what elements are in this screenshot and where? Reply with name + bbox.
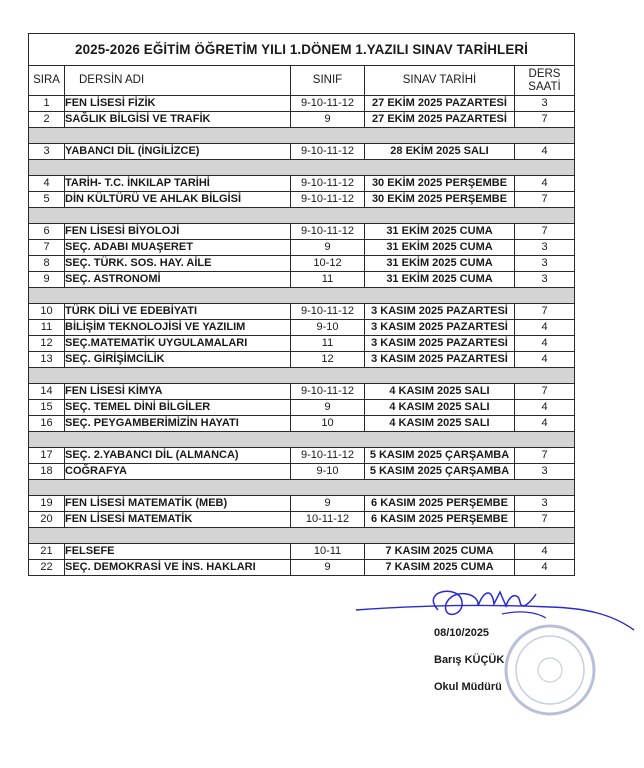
row-number-cell: 21 [29,544,65,560]
grade-level-cell: 9-10-11-12 [291,304,365,320]
column-header-hours [515,66,575,96]
group-separator-cell [29,368,575,384]
table-row [29,384,575,400]
table-row [29,496,575,512]
grade-level-cell: 9 [291,560,365,576]
exam-date-cell: 30 EKİM 2025 PERŞEMBE [365,176,515,192]
table-row [29,192,575,208]
table-row [29,512,575,528]
column-header-date: SINAV TARİHİ [365,66,515,96]
exam-date-cell: 7 KASIM 2025 CUMA [365,544,515,560]
grade-level-cell: 10-11-12 [291,512,365,528]
signature-block [434,620,504,701]
table-row [29,256,575,272]
grade-level-cell: 9-10-11-12 [291,448,365,464]
group-separator-cell [29,160,575,176]
subject-name-cell: SEÇ.MATEMATİK UYGULAMALARI [65,336,291,352]
row-number-cell: 12 [29,336,65,352]
lesson-hours-cell: 3 [515,272,575,288]
lesson-hours-cell: 7 [515,304,575,320]
table-row [29,176,575,192]
lesson-hours-cell: 4 [515,352,575,368]
subject-name-cell: SAĞLIK BİLGİSİ VE TRAFİK [65,112,291,128]
lesson-hours-cell: 7 [515,512,575,528]
subject-name-cell: SEÇ. PEYGAMBERİMİZİN HAYATI [65,416,291,432]
row-number-cell: 16 [29,416,65,432]
lesson-hours-cell: 7 [515,384,575,400]
row-number-cell: 17 [29,448,65,464]
exam-date-cell: 28 EKİM 2025 SALI [365,144,515,160]
lesson-hours-cell: 4 [515,544,575,560]
signature-date: 08/10/2025 [434,627,490,639]
subject-name-cell: FEN LİSESİ FİZİK [65,96,291,112]
subject-name-cell: FEN LİSESİ MATEMATİK (MEB) [65,496,291,512]
subject-name-cell: COĞRAFYA [65,464,291,480]
group-separator-row [29,160,575,176]
row-number-cell: 8 [29,256,65,272]
group-separator-row [29,208,575,224]
table-row [29,560,575,576]
exam-date-cell: 7 KASIM 2025 CUMA [365,560,515,576]
exam-date-cell: 6 KASIM 2025 PERŞEMBE [365,512,515,528]
row-number-cell: 5 [29,192,65,208]
group-separator-row [29,288,575,304]
group-separator-cell [29,128,575,144]
exam-date-cell: 31 EKİM 2025 CUMA [365,224,515,240]
exam-date-cell: 5 KASIM 2025 ÇARŞAMBA [365,448,515,464]
subject-name-cell: SEÇ. GİRİŞİMCİLİK [65,352,291,368]
subject-name-cell: SEÇ. 2.YABANCI DİL (ALMANCA) [65,448,291,464]
row-number-cell: 9 [29,272,65,288]
exam-date-cell: 3 KASIM 2025 PAZARTESİ [365,304,515,320]
subject-name-cell: SEÇ. ASTRONOMİ [65,272,291,288]
exam-date-cell: 4 KASIM 2025 SALI [365,416,515,432]
column-header-hours-line2: SAATİ [528,80,561,93]
group-separator-cell [29,432,575,448]
exam-date-cell: 30 EKİM 2025 PERŞEMBE [365,192,515,208]
exam-date-cell: 5 KASIM 2025 ÇARŞAMBA [365,464,515,480]
row-number-cell: 11 [29,320,65,336]
table-row [29,352,575,368]
exam-date-cell: 4 KASIM 2025 SALI [365,384,515,400]
table-body [29,96,575,576]
row-number-cell: 20 [29,512,65,528]
group-separator-row [29,432,575,448]
grade-level-cell: 9-10-11-12 [291,96,365,112]
row-number-cell: 22 [29,560,65,576]
table-row [29,544,575,560]
row-number-cell: 6 [29,224,65,240]
lesson-hours-cell: 3 [515,96,575,112]
group-separator-cell [29,208,575,224]
subject-name-cell: FEN LİSESİ BİYOLOJİ [65,224,291,240]
row-number-cell: 3 [29,144,65,160]
row-number-cell: 2 [29,112,65,128]
row-number-cell: 18 [29,464,65,480]
exam-date-cell: 27 EKİM 2025 PAZARTESİ [365,112,515,128]
lesson-hours-cell: 4 [515,336,575,352]
lesson-hours-cell: 3 [515,256,575,272]
exam-date-cell: 3 KASIM 2025 PAZARTESİ [365,336,515,352]
row-number-cell: 19 [29,496,65,512]
grade-level-cell: 9-10-11-12 [291,384,365,400]
row-number-cell: 15 [29,400,65,416]
row-number-cell: 1 [29,96,65,112]
lesson-hours-cell: 4 [515,144,575,160]
grade-level-cell: 9-10 [291,320,365,336]
grade-level-cell: 11 [291,272,365,288]
official-seal-stamp [490,612,600,722]
subject-name-cell: YABANCI DİL (İNGİLİZCE) [65,144,291,160]
grade-level-cell: 9-10-11-12 [291,144,365,160]
row-number-cell: 10 [29,304,65,320]
exam-date-cell: 31 EKİM 2025 CUMA [365,256,515,272]
group-separator-row [29,368,575,384]
subject-name-cell: DİN KÜLTÜRÜ VE AHLAK BİLGİSİ [65,192,291,208]
grade-level-cell: 9-10-11-12 [291,176,365,192]
grade-level-cell: 9-10 [291,464,365,480]
lesson-hours-cell: 7 [515,224,575,240]
grade-level-cell: 9 [291,112,365,128]
lesson-hours-cell: 4 [515,176,575,192]
grade-level-cell: 9 [291,400,365,416]
lesson-hours-cell: 3 [515,496,575,512]
subject-name-cell: FELSEFE [65,544,291,560]
group-separator-cell [29,528,575,544]
exam-date-cell: 31 EKİM 2025 CUMA [365,272,515,288]
lesson-hours-cell: 7 [515,192,575,208]
column-header-no: SIRA [29,66,65,96]
lesson-hours-cell: 3 [515,240,575,256]
table-row [29,448,575,464]
table-row [29,96,575,112]
row-number-cell: 14 [29,384,65,400]
table-row [29,336,575,352]
lesson-hours-cell: 4 [515,416,575,432]
column-header-hours-line1: DERS [528,67,561,80]
subject-name-cell: FEN LİSESİ KİMYA [65,384,291,400]
table-row [29,224,575,240]
row-number-cell: 13 [29,352,65,368]
table-row [29,144,575,160]
grade-level-cell: 10 [291,416,365,432]
group-separator-row [29,480,575,496]
table-row [29,416,575,432]
group-separator-cell [29,480,575,496]
exam-date-cell: 3 KASIM 2025 PAZARTESİ [365,352,515,368]
exam-date-cell: 27 EKİM 2025 PAZARTESİ [365,96,515,112]
group-separator-cell [29,288,575,304]
grade-level-cell: 9 [291,240,365,256]
column-header-grade: SINIF [291,66,365,96]
schedule-title: 2025-2026 EĞİTİM ÖĞRETİM YILI 1.DÖNEM 1.YAZILI SINAV TARİHLERİ [29,34,575,66]
grade-level-cell: 12 [291,352,365,368]
table-row [29,320,575,336]
exam-date-cell: 3 KASIM 2025 PAZARTESİ [365,320,515,336]
exam-date-cell: 4 KASIM 2025 SALI [365,400,515,416]
lesson-hours-cell: 4 [515,400,575,416]
subject-name-cell: TARİH- T.C. İNKILAP TARİHİ [65,176,291,192]
subject-name-cell: BİLİŞİM TEKNOLOJİSİ VE YAZILIM [65,320,291,336]
group-separator-row [29,528,575,544]
column-header-subject: DERSİN ADI [65,66,291,96]
subject-name-cell: SEÇ. DEMOKRASİ VE İNS. HAKLARI [65,560,291,576]
subject-name-cell: SEÇ. TEMEL DİNİ BİLGİLER [65,400,291,416]
lesson-hours-cell: 4 [515,560,575,576]
exam-date-cell: 6 KASIM 2025 PERŞEMBE [365,496,515,512]
signature-role: Okul Müdürü [434,681,502,693]
subject-name-cell: FEN LİSESİ MATEMATİK [65,512,291,528]
grade-level-cell: 10-12 [291,256,365,272]
subject-name-cell: TÜRK DİLİ VE EDEBİYATI [65,304,291,320]
grade-level-cell: 10-11 [291,544,365,560]
exam-schedule-table [28,33,575,576]
lesson-hours-cell: 7 [515,448,575,464]
table-row [29,304,575,320]
table-row [29,272,575,288]
table-row [29,112,575,128]
lesson-hours-cell: 7 [515,112,575,128]
table-row [29,240,575,256]
row-number-cell: 7 [29,240,65,256]
table-row [29,400,575,416]
grade-level-cell: 11 [291,336,365,352]
subject-name-cell: SEÇ. TÜRK. SOS. HAY. AİLE [65,256,291,272]
group-separator-row [29,128,575,144]
grade-level-cell: 9-10-11-12 [291,224,365,240]
lesson-hours-cell: 4 [515,320,575,336]
lesson-hours-cell: 3 [515,464,575,480]
table-row [29,464,575,480]
grade-level-cell: 9 [291,496,365,512]
exam-date-cell: 31 EKİM 2025 CUMA [365,240,515,256]
row-number-cell: 4 [29,176,65,192]
signature-name: Barış KÜÇÜK [434,654,505,666]
grade-level-cell: 9-10-11-12 [291,192,365,208]
table-header-row [29,66,575,96]
exam-schedule-sheet [28,33,574,576]
subject-name-cell: SEÇ. ADABI MUAŞERET [65,240,291,256]
